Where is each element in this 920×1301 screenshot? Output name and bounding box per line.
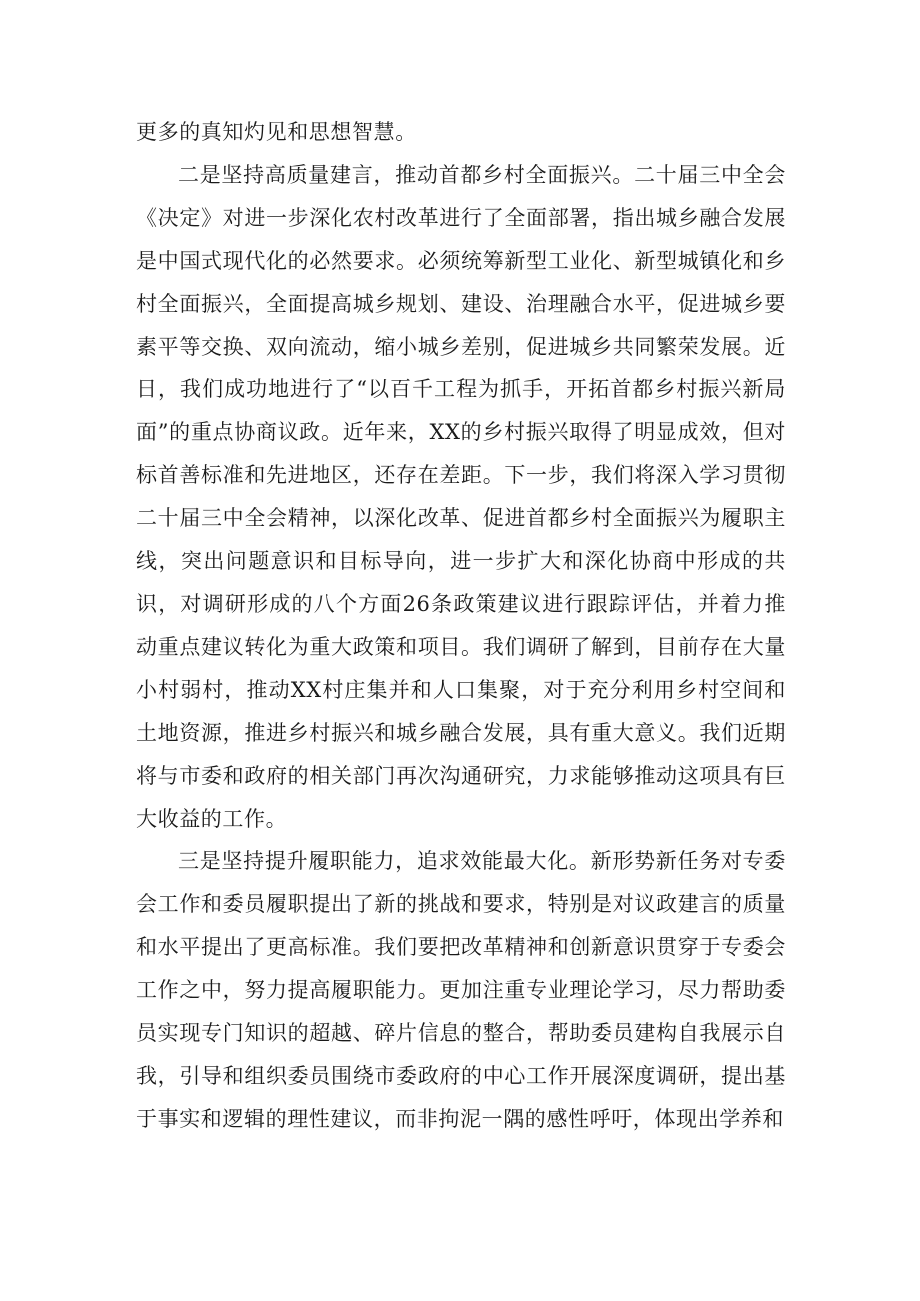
paragraph-capability-improvement: 三是坚持提升履职能力，追求效能最大化。新形势新任务对专委会工作和委员履职提出了新的挑战和要求，特别是对议政建言的质量和水平提出了更高标准。我们要把改革精神和创新意识贯穿于专委会工作之中，努力提高履职能力。更加注重专业理论学习，尽力帮助委员实现专门知识的超越、碎片信息的整合，帮助委员建构自我展示自我，引导和组织委员围绕市委政府的中心工作开展深度调研，提出基于事实和逻辑的理性建议，而非拘泥一隅的感性呼吁，体现出学养和 [136, 849, 786, 1131]
paragraph-continuation: 更多的真知灼见和思想智慧。 [136, 120, 417, 144]
paragraph-rural-revitalization: 二是坚持高质量建言，推动首都乡村全面振兴。二十届三中全会《决定》对进一步深化农村改革进行了全面部署，指出城乡融合发展是中国式现代化的必然要求。必须统筹新型工业化、新型城镇化和乡村全面振兴，全面提高城乡规划、建设、治理融合水平，促进城乡要素平等交换、双向流动，缩小城乡差别，促进城乡共同繁荣发展。近日，我们成功地进行了“以百千工程为抓手，开拓首都乡村振兴新局面”的重点协商议政。近年来，XX的乡村振兴取得了明显成效，但对标首善标准和先进地区，还存在差距。下一步，我们将深入学习贯彻二十届三中全会精神，以深化改革、促进首都乡村全面振兴为履职主线，突出问题意识和目标导向，进一步扩大和深化协商中形成的共识，对调研形成的八个方面26条政策建议进行跟踪评估，并着力推动重点建议转化为重大政策和项目。我们调研了解到，目前存在大量小村弱村，推动XX村庄集并和人口集聚，对于充分利用乡村空间和土地资源，推进乡村振兴和城乡融合发展，具有重大意义。我们近期将与市委和政府的相关部门再次沟通研究，力求能够推动这项具有巨大收益的工作。 [136, 162, 786, 831]
document-body [136, 111, 786, 1141]
